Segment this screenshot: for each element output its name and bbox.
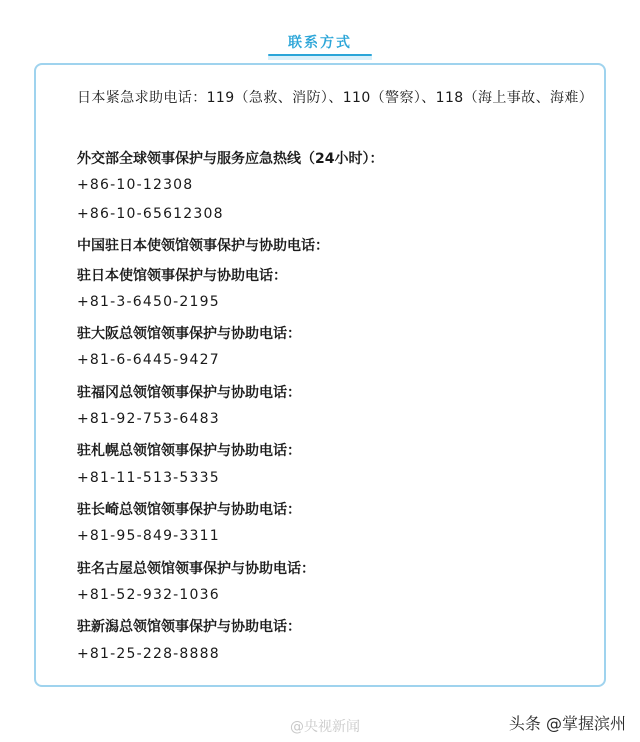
embassy-section-heading: 中国驻日本使领馆领事保护与协助电话： xyxy=(77,238,329,254)
title-underline-shadow xyxy=(268,56,372,60)
phone-number: +81-52-932-1036 xyxy=(77,587,220,603)
phone-number: +81-3-6450-2195 xyxy=(77,294,220,310)
consulate-heading: 驻新潟总领馆领事保护与协助电话： xyxy=(77,619,301,635)
title-underline xyxy=(268,54,372,56)
emergency-numbers-text: 日本紧急求助电话：119（急救、消防）、110（警察）、118（海上事故、海难） xyxy=(77,90,594,106)
source-watermark: @央视新闻 xyxy=(290,719,360,735)
phone-number: +81-6-6445-9427 xyxy=(77,352,220,368)
consulate-heading: 驻长崎总领馆领事保护与协助电话： xyxy=(77,502,301,518)
consulate-heading: 驻名古屋总领馆领事保护与协助电话： xyxy=(77,561,315,577)
consulate-heading: 驻日本使馆领事保护与协助电话： xyxy=(77,268,287,284)
phone-number: +81-92-753-6483 xyxy=(77,411,220,427)
phone-number: +81-11-513-5335 xyxy=(77,470,220,486)
phone-number: +81-95-849-3311 xyxy=(77,528,220,544)
consulate-heading: 驻札幌总领馆领事保护与协助电话： xyxy=(77,443,301,459)
phone-number: +86-10-65612308 xyxy=(77,206,224,222)
section-header xyxy=(0,26,640,56)
phone-number: +86-10-12308 xyxy=(77,177,194,193)
consulate-heading: 驻大阪总领馆领事保护与协助电话： xyxy=(77,326,301,342)
mfa-hotline-heading: 外交部全球领事保护与服务应急热线（24小时）： xyxy=(77,151,384,167)
phone-number: +81-25-228-8888 xyxy=(77,646,220,662)
section-title: 联系方式 xyxy=(288,35,352,51)
consulate-heading: 驻福冈总领馆领事保护与协助电话： xyxy=(77,385,301,401)
author-watermark: 头条 @掌握滨州 xyxy=(508,714,626,733)
